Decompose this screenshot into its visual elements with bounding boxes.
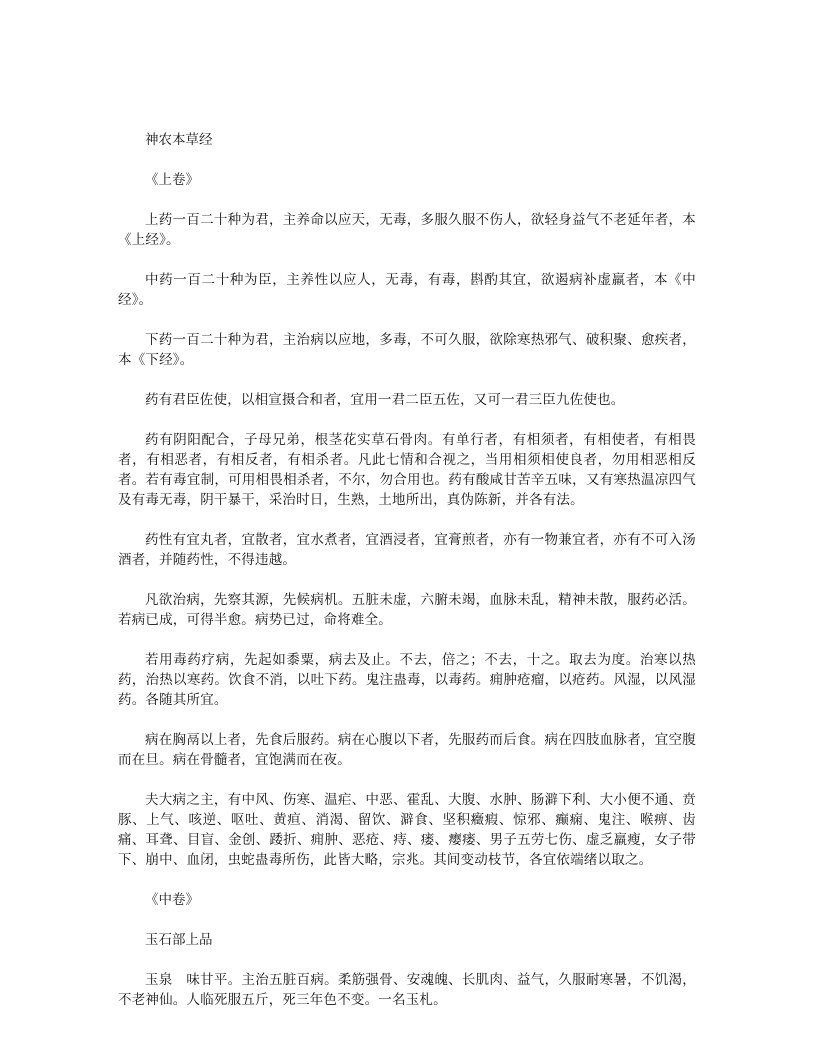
- paragraph: 中药一百二十种为臣，主养性以应人，无毒，有毒，斟酌其宜，欲遏病补虚羸者，本《中经》。: [118, 272, 696, 308]
- section-heading: 玉石部上品: [145, 932, 213, 948]
- paragraph: 若用毒药疗病，先起如黍粟，病去及止。不去，倍之；不去，十之。取去为度。治寒以热药，治热以寒药。饮食不消，以吐下药。鬼注蛊毒，以毒药。痈肿疮瘤，以疮药。风湿，以风湿药。各随其所宜。: [118, 652, 696, 708]
- book-title: 神农本草经: [145, 132, 213, 148]
- paragraph: 药有阴阳配合，子母兄弟，根茎花实草石骨肉。有单行者，有相须者，有相使者，有相畏者，有相恶者，有相反者，有相杀者。凡此七情和合视之，当用相须相使良者，勿用相恶相反者。若有毒宜制，可用相畏相杀者，不尔，勿合用也。药有酸咸甘苦辛五味，又有寒热温凉四气及有毒无毒，阴干暴干，采治时日，生熟，土地所出，真伪陈新，并各有法。: [118, 432, 696, 508]
- paragraph: 病在胸鬲以上者，先食后服药。病在心腹以下者，先服药而后食。病在四肢血脉者，宜空腹而在旦。病在骨髓者，宜饱满而在夜。: [118, 732, 696, 768]
- paragraph: 下药一百二十种为君，主治病以应地，多毒，不可久服，欲除寒热邪气、破积聚、愈疾者，本《下经》。: [118, 332, 696, 368]
- paragraph: 玉泉 味甘平。主治五脏百病。柔筋强骨、安魂魄、长肌肉、益气，久服耐寒暑，不饥渴，不老神仙。人临死服五斤，死三年色不变。一名玉札。: [118, 972, 696, 1008]
- paragraph: 夫大病之主，有中风、伤寒、温疟、中恶、霍乱、大腹、水肿、肠澼下利、大小便不通、贲豚、上气、咳逆、呕吐、黄疸、消渴、留饮、澼食、坚积癥瘕、惊邪、癫痫、鬼注、喉痹、齿痛、耳聋、目盲、金创、踒折、痈肿、恶疮、痔、瘘、瘿瘘、男子五劳七伤、虚乏羸瘦，女子带下、崩中、血闭，虫蛇蛊毒所伤，此皆大略，宗兆。其间变动枝节，各宜依端绪以取之。: [118, 792, 696, 868]
- document-page: [118, 130, 696, 1030]
- paragraph: 上药一百二十种为君，主养命以应天，无毒，多服久服不伤人，欲轻身益气不老延年者，本《上经》。: [118, 212, 696, 248]
- paragraph: 凡欲治病，先察其源，先候病机。五脏未虚，六腑未竭，血脉未乱，精神未散，服药必活。若病已成，可得半愈。病势已过，命将难全。: [118, 592, 696, 628]
- paragraph: 药有君臣佐使，以相宣摄合和者，宜用一君二臣五佐，又可一君三臣九佐使也。: [145, 392, 625, 408]
- volume-heading-middle: 《中卷》: [145, 892, 199, 908]
- paragraph: 药性有宜丸者，宜散者，宜水煮者，宜酒浸者，宜膏煎者，亦有一物兼宜者，亦有不可入汤酒者，并随药性，不得违越。: [118, 532, 696, 568]
- volume-heading-upper: 《上卷》: [145, 172, 199, 188]
